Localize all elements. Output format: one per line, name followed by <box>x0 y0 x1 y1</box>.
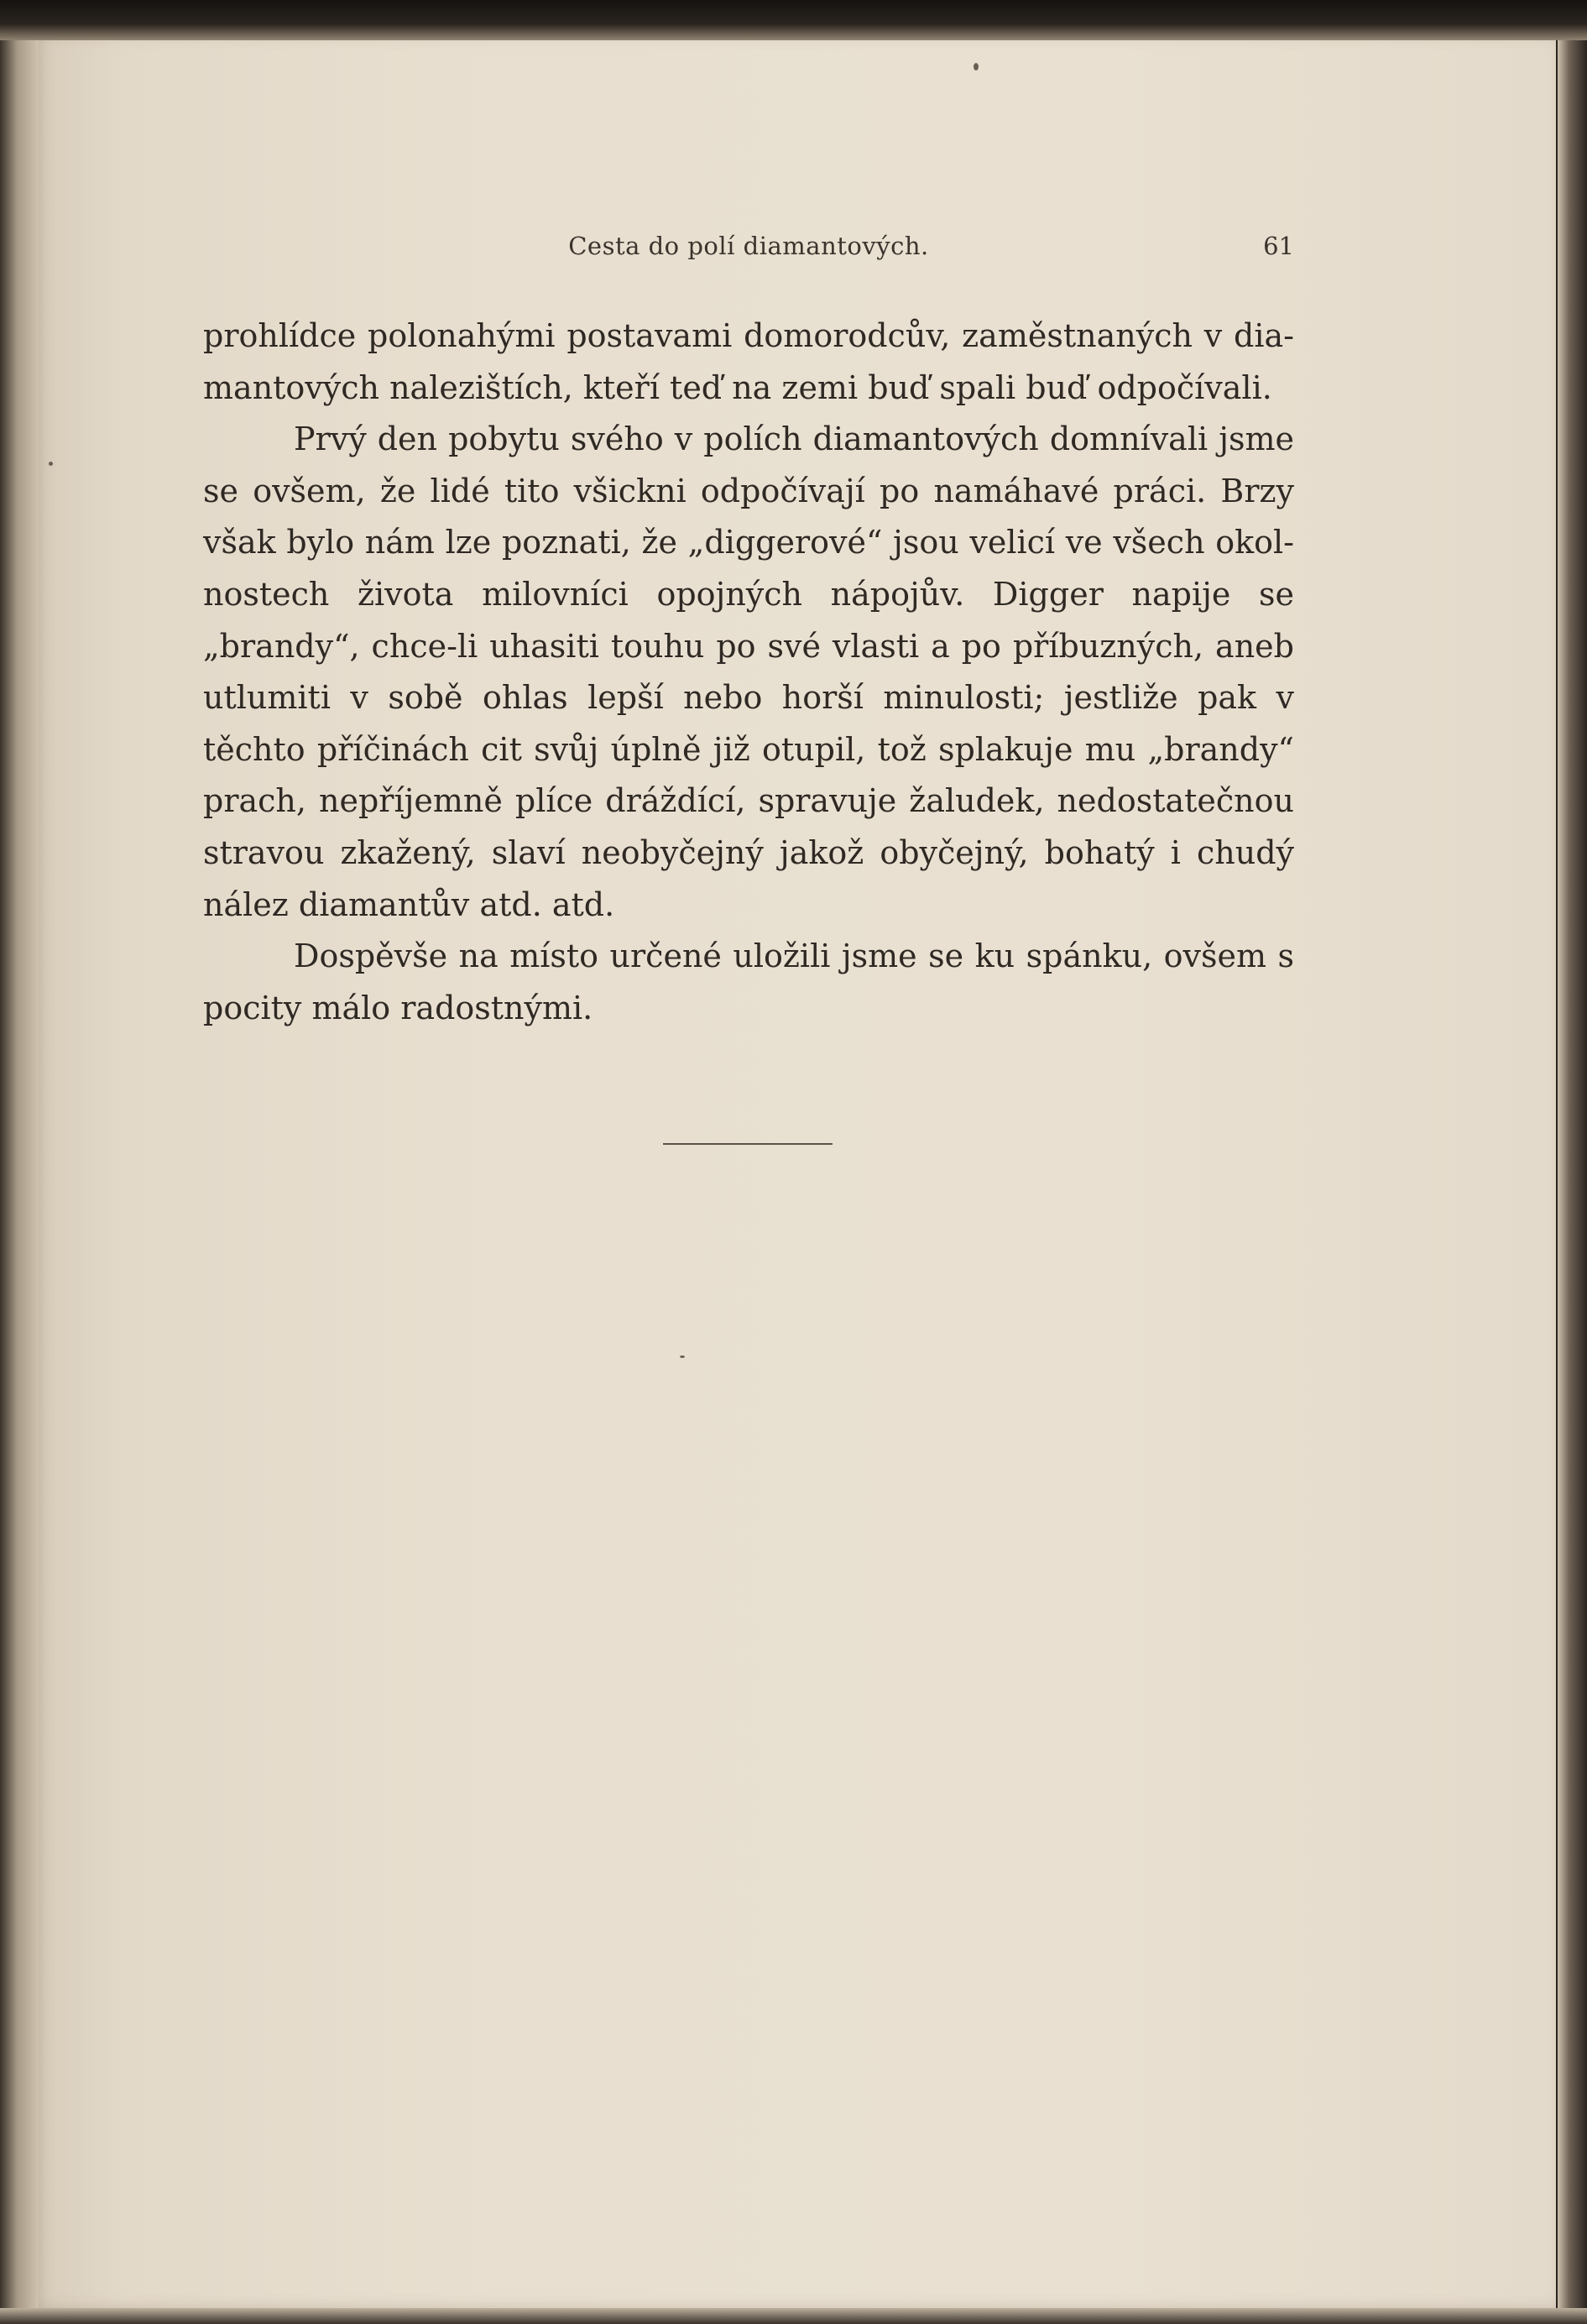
paragraph: Dospěvše na místo určené uložili jsme se ku spánku, ovšem s pocity málo radostnými. <box>203 937 1294 1026</box>
ink-speck <box>49 462 53 466</box>
section-end-rule <box>663 1143 833 1145</box>
paragraph: prohlídce polonahými postavami domorodcův, zaměstnaných v diamantových nalezištích, kteří teď na zemi buď spali buď odpočívali. <box>203 317 1294 406</box>
body-text <box>203 311 1294 1034</box>
scan-bottom-border <box>0 2308 1587 2324</box>
paragraph: Prvý den pobytu svého v polích diamantových domnívali jsme se ovšem, že lidé tito všickni odpočívají po namáhavé práci. Brzy však bylo nám lze poznati, že „diggerové“ jsou velicí ve všech okolnostech života milovníci opojných nápojův. Digger napije se „brandy“, chce-li uhasiti touhu po své vlasti a po příbuzných, aneb utlumiti v sobě ohlas lepší nebo horší minulosti; jestliže pak v těchto příčinách cit svůj úplně již otupil, tož splakuje mu „brandy“ prach, nepříjemně plíce dráždící, spravuje žaludek, nedostatečnou stravou zkažený, slaví neobyčejný jakož obyčejný, bohatý i chudý nález diamantův atd. atd. <box>203 420 1294 923</box>
running-title: Cesta do polí diamantových. <box>568 232 929 260</box>
page-number: 61 <box>1263 232 1294 260</box>
running-header <box>203 232 1294 265</box>
ink-speck <box>680 1355 685 1358</box>
scan-top-border <box>0 0 1587 40</box>
ink-speck <box>974 63 979 71</box>
page-edge-right <box>1558 0 1587 2324</box>
binding-edge <box>0 34 39 2310</box>
